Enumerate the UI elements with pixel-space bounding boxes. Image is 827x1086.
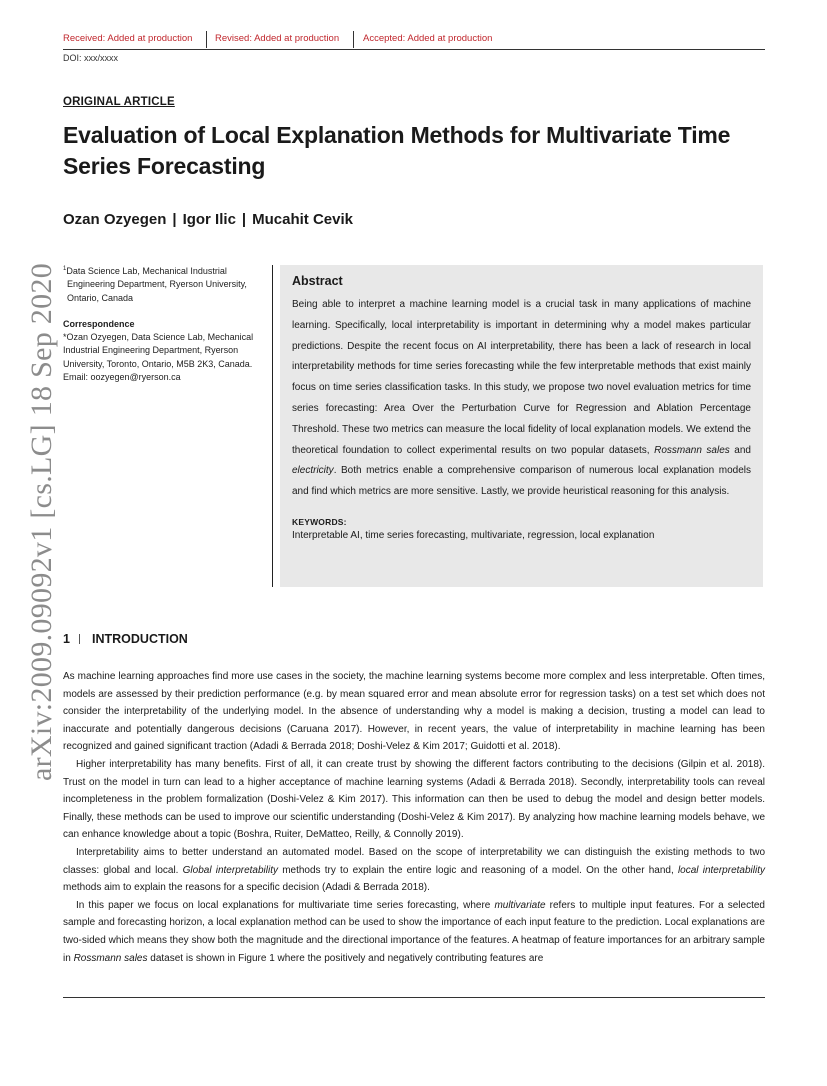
abstract-heading: Abstract [292,274,343,288]
abstract-text-part: Being able to interpret a machine learning model is a crucial task in many applications of machine learning. Specifically, local interpretability is important in determining why a model makes particular predictions. Despite the recent focus on AI interpretability, there has been a lack of research in local interpretability methods for time series forecasting while the few interpretable methods that exist mainly focus on time series classification tasks. In this study, we propose two novel evaluation metrics for time series forecasting: Area Over the Perturbation Curve for Regression and Ablation Percentage Threshold. These two metrics can measure the local fidelity of local explanation models. We extend the theoretical foundation to collect experimental results on two popular datasets, [292,299,751,456]
author-list [63,211,353,228]
section-number: 1 [63,632,70,646]
body-text [63,668,765,967]
affiliation-text: Data Science Lab, Mechanical Industrial Engineering Department, Ryerson University, Ontario, Canada [66,266,247,303]
emphasis-term: Global interpretability [182,864,278,876]
author-name: Ozan Ozyegen [63,211,167,228]
affiliation [63,263,268,305]
author-separator: | [172,211,177,228]
section-title: INTRODUCTION [92,632,188,646]
article-type: ORIGINAL ARTICLE [63,96,175,108]
column-divider [272,265,273,587]
paragraph-text: methods try to explain the entire logic and reasoning of a model. On the other hand, [278,864,678,876]
paragraph-text: dataset is shown in Figure 1 where the positively and negatively contributing features are [147,952,544,964]
affiliation-column [63,263,268,384]
paragraph-text: methods aim to explain the reasons for a specific decision (Adadi & Berrada 2018). [63,882,430,894]
correspondence-heading: Correspondence [63,318,135,329]
paper-title: Evaluation of Local Explanation Methods for Multivariate Time Series Forecasting [63,122,731,179]
revised-label: Revised: Added at production [215,33,340,44]
paragraph [63,844,765,897]
author-name: Mucahit Cevik [252,211,353,228]
paragraph-text: In this paper we focus on local explanations for multivariate time series forecasting, where [76,899,495,911]
abstract-text-part: and [729,444,751,456]
paragraph-text: Interpretability aims to better understand an automated model. Based on the scope of interpretability we can distinguish the existing methods to two classes: global and local. [63,846,765,876]
header-divider [353,31,354,48]
section-rule [79,634,80,644]
paragraph: As machine learning approaches find more use cases in the society, the machine learning systems become more complex and less interpretable. Often times, models are assessed by their prediction performance (e.g. by mean squared error and mean absolute error for regression tasks) on a test set which does not consider the interpretability of the underlying model. In the absence of understanding why a model is making a decision, trusting a model can lead to inaccurate and potentially dangerous decisions (Caruana 2017). However, in recent years, the value of interpretability in machine learning has been recognized and gained significant traction (Adadi & Berrada 2018; Doshi-Velez & Kim 2017; Guidotti et al. 2018). [63,671,765,753]
abstract-text-part: . Both metrics enable a comprehensive comparison of numerous local explanation models and find which metrics are more sensitive. Lastly, we provide heuristical reasoning for this analysis. [292,465,751,498]
received-label: Received: Added at production [63,33,193,44]
abstract-box [280,265,763,587]
emphasis-term: Rossmann sales [73,952,148,964]
emphasis-term: local interpretability [677,864,765,876]
emphasis-term: multivariate [494,899,546,911]
keywords: Interpretable AI, time series forecasting, multivariate, regression, local explanation [292,529,655,541]
doi: DOI: xxx/xxxx [63,53,119,63]
paragraph [63,897,765,967]
abstract-text [292,295,751,503]
section-heading [63,632,188,646]
footer-rule [63,997,765,998]
paragraph-text: refers to multiple input features. For a selected sample and forecasting horizon, a local explanation method can be used to show the importance of each input feature to the prediction. Local explanations are two-sided which means they show both the magnitude and the directional importance of the features. A heatmap of feature importances for an arbitrary sample in [63,899,765,964]
keywords-heading: KEYWORDS: [292,516,347,527]
author-separator: | [241,211,247,228]
accepted-label: Accepted: Added at production [363,33,493,44]
author-name: Igor Ilic [182,211,236,228]
arxiv-id: arXiv:2009.09092v1 [cs.LG] 18 Sep 2020 [25,262,58,782]
dataset-name: Rossmann sales [654,444,730,456]
production-header [63,33,765,50]
paragraph: Higher interpretability has many benefits. First of all, it can create trust by showing the different factors contributing to the decisions (Gilpin et al. 2018). Trust on the model in turn can lead to a higher acceptance of machine learning systems (Adadi & Berrada 2018). Secondly, interpretability tools can reveal incompleteness in the problem formalization (Doshi-Velez & Kim 2017). This information can then be used to debug the model and design better models. Finally, these methods can be used to improve our scientific understanding (Doshi-Velez & Kim 2017). By analyzing how machine learning models behave, we can enhance knowledge about a topic (Boshra, Ruiter, DeMatteo, Reilly, & Connolly 2019). [63,758,765,841]
header-divider [206,31,207,48]
correspondence-text: *Ozan Ozyegen, Data Science Lab, Mechanical Industrial Engineering Department, Ryerson University, Toronto, Ontario, M5B 2K3, Canada. Email: oozyegen@ryerson.ca [63,332,254,383]
dataset-name: electricity [292,465,334,477]
affiliation-marker: 1 [63,266,67,272]
